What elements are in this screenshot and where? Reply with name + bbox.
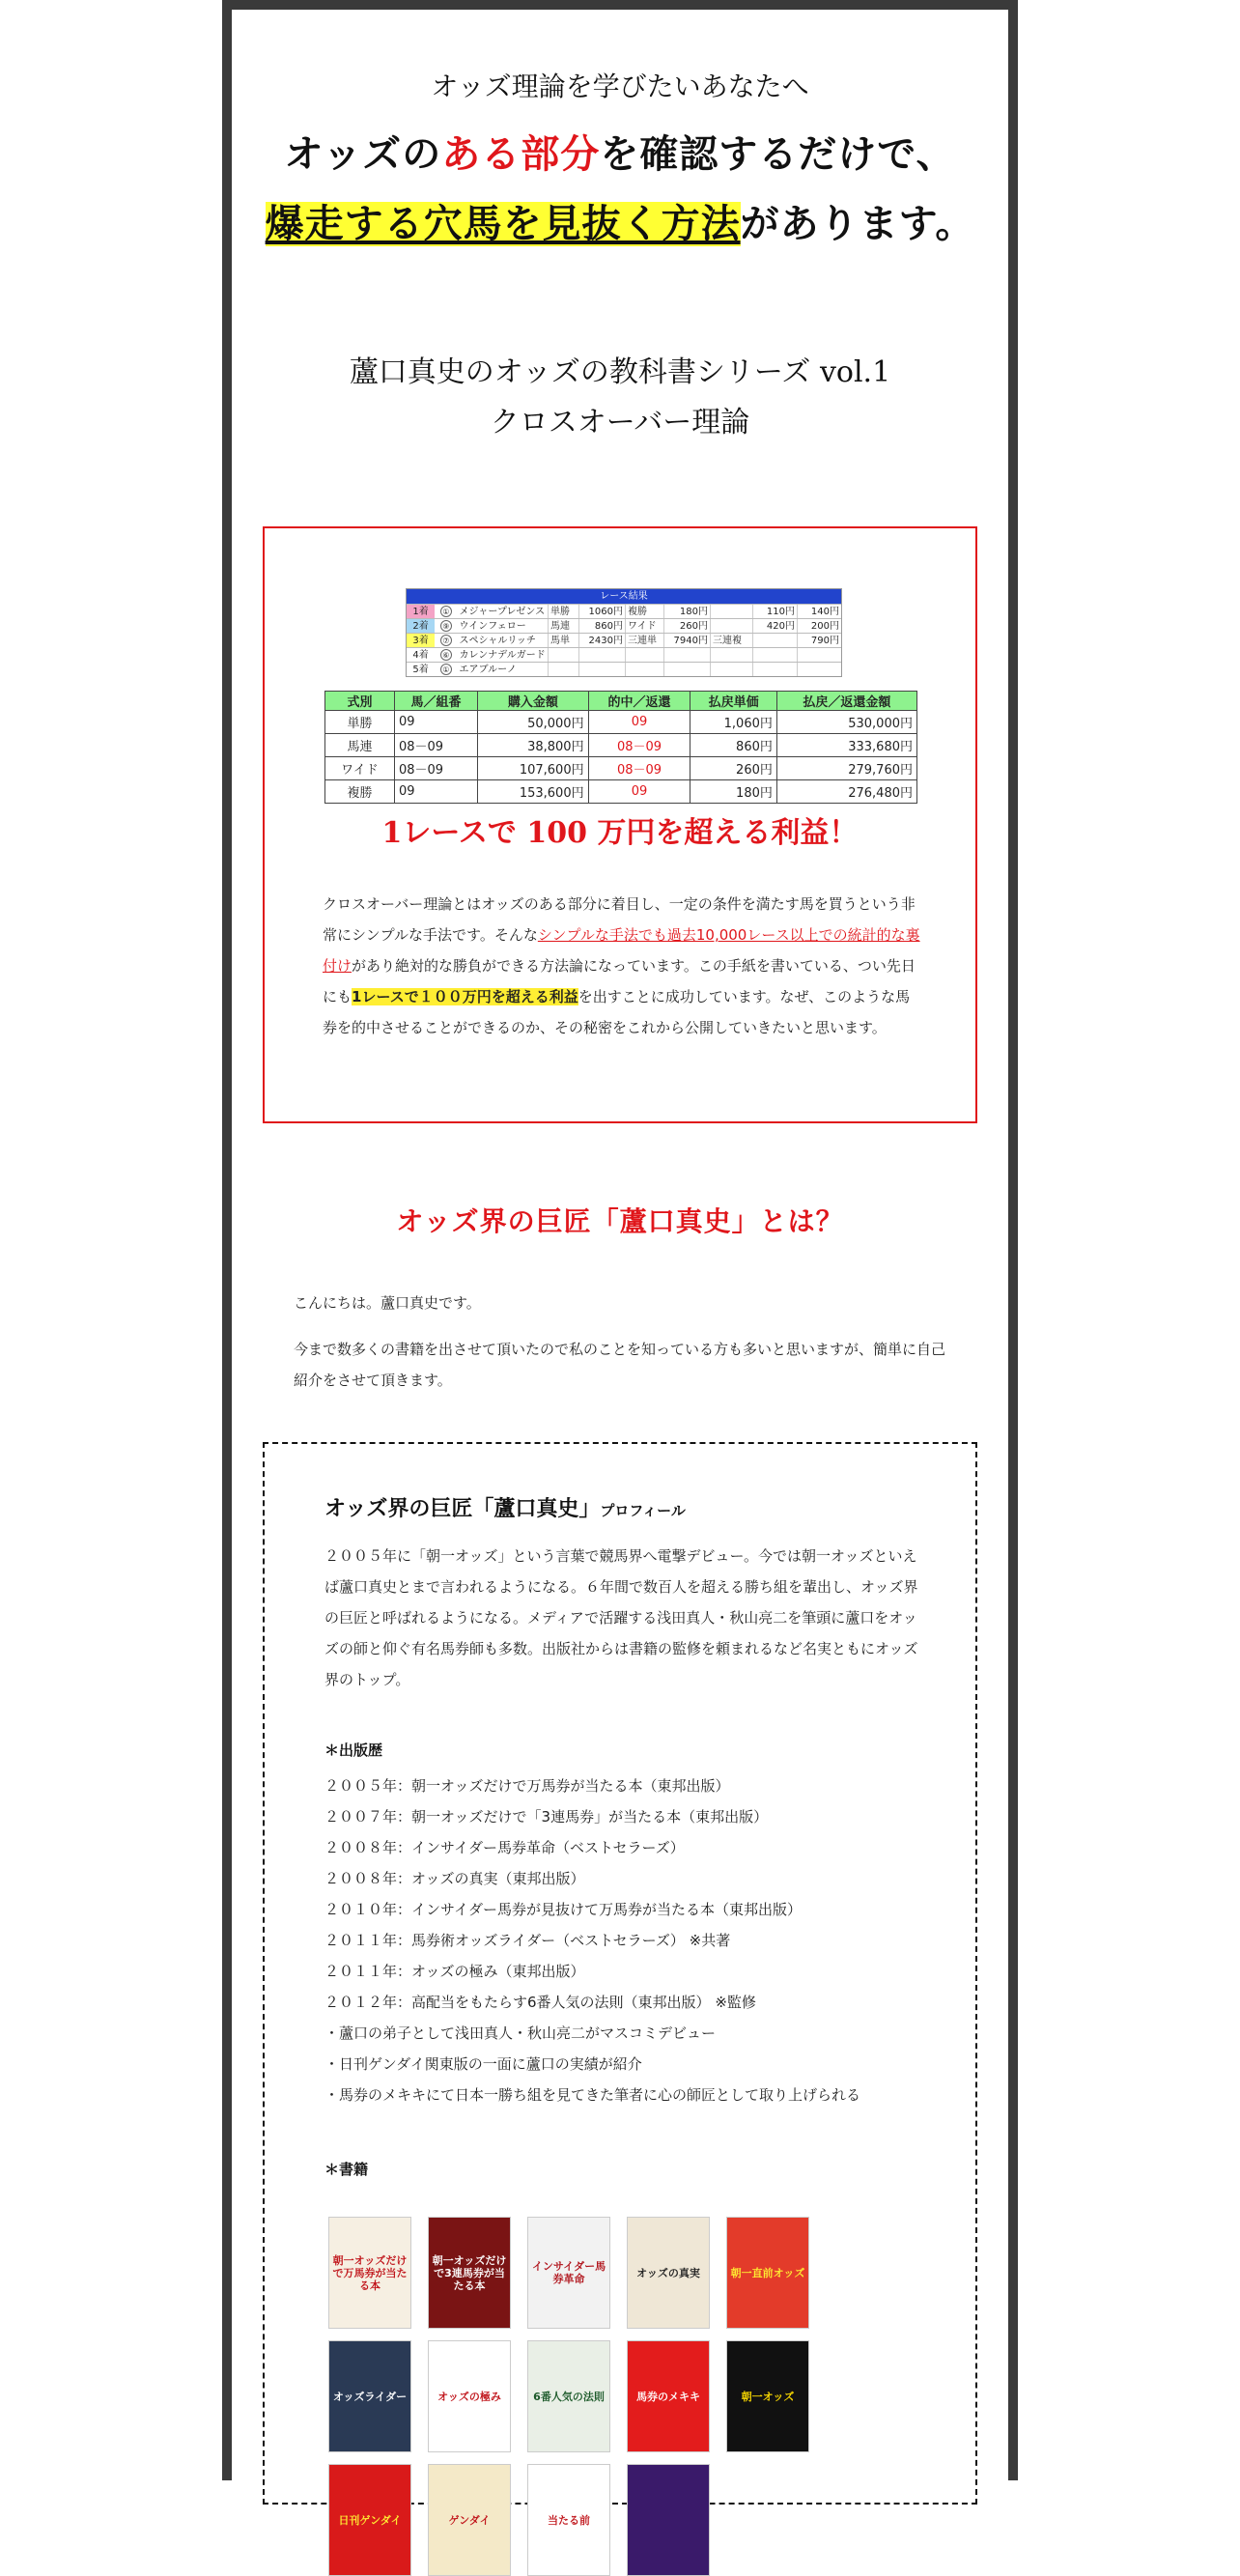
profile-title — [324, 1492, 686, 1522]
book-cover[interactable]: 朝一オッズ — [726, 2340, 809, 2452]
publication-heading: ＊出版歴 — [324, 1741, 383, 1759]
bet-unit-payout: 180円 — [690, 780, 776, 804]
race-result-row — [407, 618, 841, 633]
race-result-row — [407, 647, 841, 662]
book-cover[interactable]: ゲンダイ — [428, 2464, 511, 2576]
book-cover[interactable] — [627, 2464, 710, 2576]
race-result-horse: ウインフェロー — [459, 621, 526, 632]
bet-combo: 08－09 — [394, 757, 477, 780]
hero-headline-2 — [232, 193, 1008, 248]
bet-type: 馬連 — [325, 734, 395, 757]
bet-unit-payout: 260円 — [690, 757, 776, 780]
race-result-payout-cell — [752, 663, 797, 676]
race-result-payout-cell: 2430円 — [578, 634, 625, 647]
race-result-payouts — [548, 619, 841, 633]
bet-unit-payout: 1,060円 — [690, 711, 776, 734]
horse-number-badge: ① — [440, 664, 452, 675]
race-result-rank: 2着 — [407, 619, 435, 633]
bet-hit: 08－09 — [588, 757, 690, 780]
hero-headline-1 — [232, 124, 1008, 179]
race-result-payout-cell — [752, 648, 797, 662]
race-result-number — [435, 605, 457, 618]
bet-hit: 08－09 — [588, 734, 690, 757]
race-result-payout-cell — [710, 663, 752, 676]
bet-payout: 276,480円 — [776, 780, 916, 804]
race-result-payout-cell: 馬単 — [548, 634, 578, 647]
race-result-payout-cell — [548, 648, 578, 662]
book-cover[interactable]: インサイダー馬券革命 — [527, 2217, 610, 2329]
race-result-row — [407, 662, 841, 676]
bet-hit: 09 — [588, 711, 690, 734]
publication-item: ２００８年：インサイダー馬券革命（ベストセラーズ） — [324, 1839, 685, 1856]
hero-subtitle: オッズ理論を学びたいあなたへ — [431, 71, 809, 102]
profile-box — [263, 1442, 977, 2527]
page-frame — [222, 0, 1018, 2527]
race-result-payout-cell: 三連単 — [625, 634, 663, 647]
race-result-payout-cell: 140円 — [797, 605, 841, 618]
race-result-payout-cell: 790円 — [797, 634, 841, 647]
profile-body: ２００５年に「朝一オッズ」という言葉で競馬界へ電撃デビュー。今では朝一オッズといえば蘆口真史とまで言われるようになる。６年間で数百人を超える勝ち組を輩出し、オッズ界の巨匠と呼ばれるようになる。メディアで活躍する浅田真人・秋山亮二を筆頭に蘆口をオッズの師と仰ぐ有名馬券師も多数。出版社からは書籍の監修を頼まれるなど名実ともにオッズ界のトップ。 — [324, 1547, 918, 1688]
race-result-payouts — [548, 605, 841, 618]
profit-highlight: 1レースで１００万円を超える利益 — [352, 988, 578, 1005]
race-result-number — [435, 663, 457, 676]
bet-table-body — [325, 711, 917, 804]
hero-headline-2-b: があります。 — [740, 202, 975, 246]
publication-item: ２０１２年：高配当をもたらす6番人気の法則（東邦出版） ※監修 — [324, 1994, 756, 2011]
race-result-payout-cell: ワイド — [625, 619, 663, 633]
publication-item: ２００８年：オッズの真実（東邦出版） — [324, 1870, 585, 1887]
bet-table-header-cell: 購入金額 — [478, 692, 588, 711]
crossover-text-2: があり絶対的な勝負ができる方法論になっています。この手紙を書いている、つい先日にも — [323, 957, 916, 1005]
books-heading: ＊書籍 — [324, 2161, 369, 2178]
book-cover[interactable]: 6番人気の法則 — [527, 2340, 610, 2452]
race-result-payout-cell — [578, 663, 625, 676]
race-result-rank: 4着 — [407, 648, 435, 662]
bet-amount: 50,000円 — [478, 711, 588, 734]
publication-item: ２０１１年：オッズの極み（東邦出版） — [324, 1963, 585, 1980]
race-result-number — [435, 634, 457, 647]
race-result-payout-cell — [710, 619, 752, 633]
race-result-payout-cell: 馬連 — [548, 619, 578, 633]
race-result-payout-cell: 単勝 — [548, 605, 578, 618]
publication-item: ２００５年：朝一オッズだけで万馬券が当たる本（東邦出版） — [324, 1777, 730, 1795]
race-result-horse: エアブルーノ — [459, 665, 517, 675]
race-result-rank: 5着 — [407, 663, 435, 676]
book-cover[interactable]: オッズの真実 — [627, 2217, 710, 2329]
publication-item: ２００７年：朝一オッズだけで「3連馬券」が当たる本（東邦出版） — [324, 1808, 769, 1826]
hero-headline-1-b: を確認するだけで、 — [600, 132, 956, 177]
race-result-payouts — [548, 663, 841, 676]
hero-headline-1-a: オッズの — [284, 132, 442, 177]
profit-title: 1レースで 100 万円を超える利益！ — [381, 816, 859, 850]
bet-payout: 279,760円 — [776, 757, 916, 780]
race-result-payout-cell — [797, 663, 841, 676]
race-result-payout-cell: 7940円 — [663, 634, 710, 647]
bet-amount: 107,600円 — [478, 757, 588, 780]
race-result-payout-cell — [625, 648, 663, 662]
race-result-payout-cell — [663, 663, 710, 676]
bet-combo: 09 — [394, 711, 477, 734]
publication-list — [324, 1770, 943, 2110]
bet-table — [324, 691, 917, 804]
race-result-payout-cell: 110円 — [752, 605, 797, 618]
race-result-rank: 1着 — [407, 605, 435, 618]
bet-amount: 38,800円 — [478, 734, 588, 757]
bet-type: ワイド — [325, 757, 395, 780]
race-result-rows — [407, 604, 841, 676]
page-content — [232, 10, 1008, 2527]
race-result-payout-cell: 200円 — [797, 619, 841, 633]
crossover-description — [323, 889, 921, 1043]
race-result-row — [407, 604, 841, 618]
race-result-payout-cell: 420円 — [752, 619, 797, 633]
series-title-line1: 蘆口真史のオッズの教科書シリーズ vol.1 — [349, 355, 891, 389]
race-result-horse: メジャープレゼンス — [459, 607, 546, 617]
bet-table-header — [325, 692, 917, 711]
book-cover[interactable]: オッズの極み — [428, 2340, 511, 2452]
bet-combo: 08－09 — [394, 734, 477, 757]
race-result-payout-cell: 1060円 — [578, 605, 625, 618]
horse-number-badge: ① — [440, 606, 452, 617]
series-title — [232, 348, 1008, 448]
book-cover[interactable]: 当たる前 — [527, 2464, 610, 2576]
book-cover[interactable]: 日刊ゲンダイ — [328, 2464, 411, 2576]
publication-item: ・馬券のメキキにて日本一勝ち組を見てきた筆者に心の師匠として取り上げられる — [324, 2086, 861, 2104]
bet-type: 単勝 — [325, 711, 395, 734]
race-result-row — [407, 633, 841, 647]
results-box — [263, 526, 977, 1123]
race-result-payout-cell — [797, 648, 841, 662]
race-result-payout-cell — [548, 663, 578, 676]
bet-table-row — [325, 734, 917, 757]
book-cover[interactable]: 馬券のメキキ — [627, 2340, 710, 2452]
race-result-payout-cell: 複勝 — [625, 605, 663, 618]
publication-item: ・蘆口の弟子として浅田真人・秋山亮二がマスコミデビュー — [324, 2024, 717, 2042]
race-result-payout-cell — [710, 605, 752, 618]
bet-table-header-cell: 馬／組番 — [394, 692, 477, 711]
bet-table-header-cell: 式別 — [325, 692, 395, 711]
race-result-payout-cell — [625, 663, 663, 676]
race-result-horse: スペシャルリッチ — [459, 636, 536, 646]
horse-number-badge: ⑨ — [440, 620, 452, 632]
bet-amount: 153,600円 — [478, 780, 588, 804]
race-result-number — [435, 648, 457, 662]
horse-number-badge: ⑥ — [440, 649, 452, 661]
bet-combo: 09 — [394, 780, 477, 804]
race-result-payout-cell — [663, 648, 710, 662]
bet-hit: 09 — [588, 780, 690, 804]
book-cover[interactable]: 朝一オッズだけで3連馬券が当たる本 — [428, 2217, 511, 2329]
race-result-panel — [406, 588, 842, 677]
race-result-payouts — [548, 634, 841, 647]
crossover-text-3: を出すことに成功しています。なぜ、このような馬券を的中させることができるのか、その秘密をこれから公開していきたいと思います。 — [323, 988, 911, 1036]
race-result-payout-cell — [578, 648, 625, 662]
intro-description: 今まで数多くの書籍を出させて頂いたので私のことを知っている方も多いと思いますが、簡単に自己紹介をさせて頂きます。 — [294, 1341, 946, 1389]
race-result-horse: カレンナデルガード — [459, 650, 546, 661]
bet-table-row — [325, 757, 917, 780]
bet-table-header-cell: 払戻／返還金額 — [776, 692, 916, 711]
hero-headline-1-red: ある部分 — [441, 132, 601, 177]
bet-table-header-cell: 払戻単価 — [690, 692, 776, 711]
race-result-payout-cell — [710, 648, 752, 662]
race-result-title: レース結果 — [407, 589, 841, 604]
intro-text — [294, 1288, 950, 1411]
bet-payout: 333,680円 — [776, 734, 916, 757]
race-result-number — [435, 619, 457, 633]
section-title-about: オッズ界の巨匠「蘆口真史」とは？ — [396, 1205, 844, 1237]
publication-item: ２０１０年：インサイダー馬券が見抜けて万馬券が当たる本（東邦出版） — [324, 1901, 802, 1918]
hero-headline-2-highlight: 爆走する穴馬を見抜く方法 — [265, 202, 741, 246]
crossover-text-1: クロスオーバー理論とはオッズのある部分に着目し、一定の条件を満たす馬を買うという非常にシンプルな手法です。そんな — [323, 895, 916, 944]
race-result-rank: 3着 — [407, 634, 435, 647]
profile-title-main: オッズ界の巨匠「蘆口真史」 — [324, 1497, 601, 1521]
race-result-payout-cell: 180円 — [663, 605, 710, 618]
race-result-payouts — [548, 648, 841, 662]
race-result-payout-cell: 三連複 — [710, 634, 752, 647]
bet-payout: 530,000円 — [776, 711, 916, 734]
bet-type: 複勝 — [325, 780, 395, 804]
book-cover[interactable]: 朝一直前オッズ — [726, 2217, 809, 2329]
publication-item: ２０１１年：馬券術オッズライダー（ベストセラーズ） ※共著 — [324, 1932, 731, 1949]
race-result-payout-cell — [752, 634, 797, 647]
book-cover[interactable]: 朝一オッズだけで万馬券が当たる本 — [328, 2217, 411, 2329]
book-cover[interactable]: オッズライダー — [328, 2340, 411, 2452]
horse-number-badge: ⑦ — [440, 635, 452, 646]
bet-table-header-cell: 的中／返還 — [588, 692, 690, 711]
profile-title-small: プロフィール — [600, 1502, 686, 1519]
statistics-link[interactable]: シンプルな手法でも過去10,000レース以上での統計的な裏付け — [323, 926, 920, 975]
bet-table-row — [325, 711, 917, 734]
race-result-payout-cell: 260円 — [663, 619, 710, 633]
bet-unit-payout: 860円 — [690, 734, 776, 757]
publication-item: ・日刊ゲンダイ関東版の一面に蘆口の実績が紹介 — [324, 2055, 642, 2073]
intro-greeting: こんにちは。蘆口真史です。 — [294, 1294, 481, 1312]
bet-table-row — [325, 780, 917, 804]
series-title-line2: クロスオーバー理論 — [490, 406, 750, 439]
race-result-payout-cell: 860円 — [578, 619, 625, 633]
